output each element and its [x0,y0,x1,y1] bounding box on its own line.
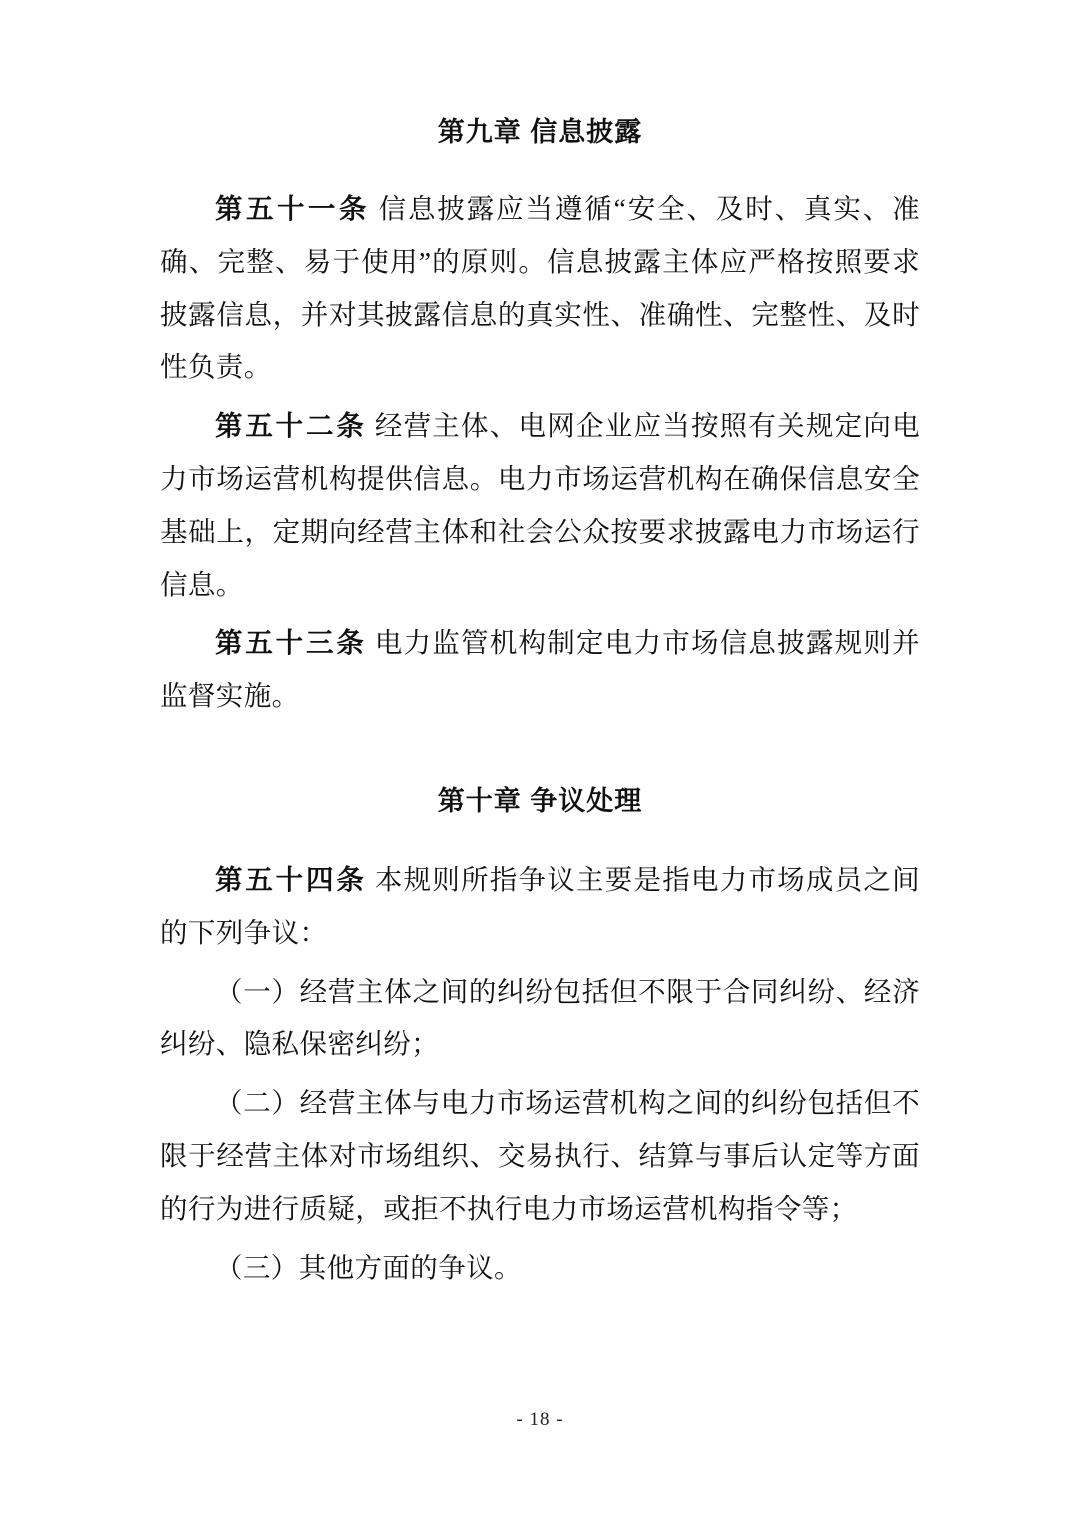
article-54-item-2: （二）经营主体与电力市场运营机构之间的纠纷包括但不限于经营主体对市场组织、交易执行、结算与事后认定等方面的行为进行质疑，或拒不执行电力市场运营机构指令等； [160,1087,920,1224]
article-54-item-1: （一）经营主体之间的纠纷包括但不限于合同纠纷、经济纠纷、隐私保密纠纷； [160,975,920,1060]
article-number-51: 第五十一条 [215,193,370,224]
article-53 [160,617,920,723]
page-content [160,110,920,1300]
chapter-heading-9: 第九章 信息披露 [437,117,643,147]
article-text-54: 本规则所指争议主要是指电力市场成员之间的下列争议： [160,863,921,948]
article-number-53: 第五十三条 [215,627,367,659]
article-52 [160,400,920,611]
chapter-heading-10: 第十章 争议处理 [437,785,643,816]
article-text-53: 电力监管机构制定电力市场信息披露规则并监督实施。 [160,627,921,712]
article-51 [160,183,920,394]
article-54 [160,854,920,960]
article-number-54: 第五十四条 [215,863,367,895]
article-54-item-3: （三）其他方面的争议。 [215,1251,522,1283]
article-number-52: 第五十二条 [215,410,367,442]
page-number: - 18 - [516,1409,564,1430]
article-text-52: 经营主体、电网企业应当按照有关规定向电力市场运营机构提供信息。电力市场运营机构在确保信息安全基础上，定期向经营主体和社会公众按要求披露电力市场运行信息。 [160,410,921,600]
article-text-51: 信息披露应当遵循“安全、及时、真实、准确、完整、易于使用”的原则。信息披露主体应严格按照要求披露信息，并对其披露信息的真实性、准确性、完整性、及时性负责。 [160,193,920,383]
